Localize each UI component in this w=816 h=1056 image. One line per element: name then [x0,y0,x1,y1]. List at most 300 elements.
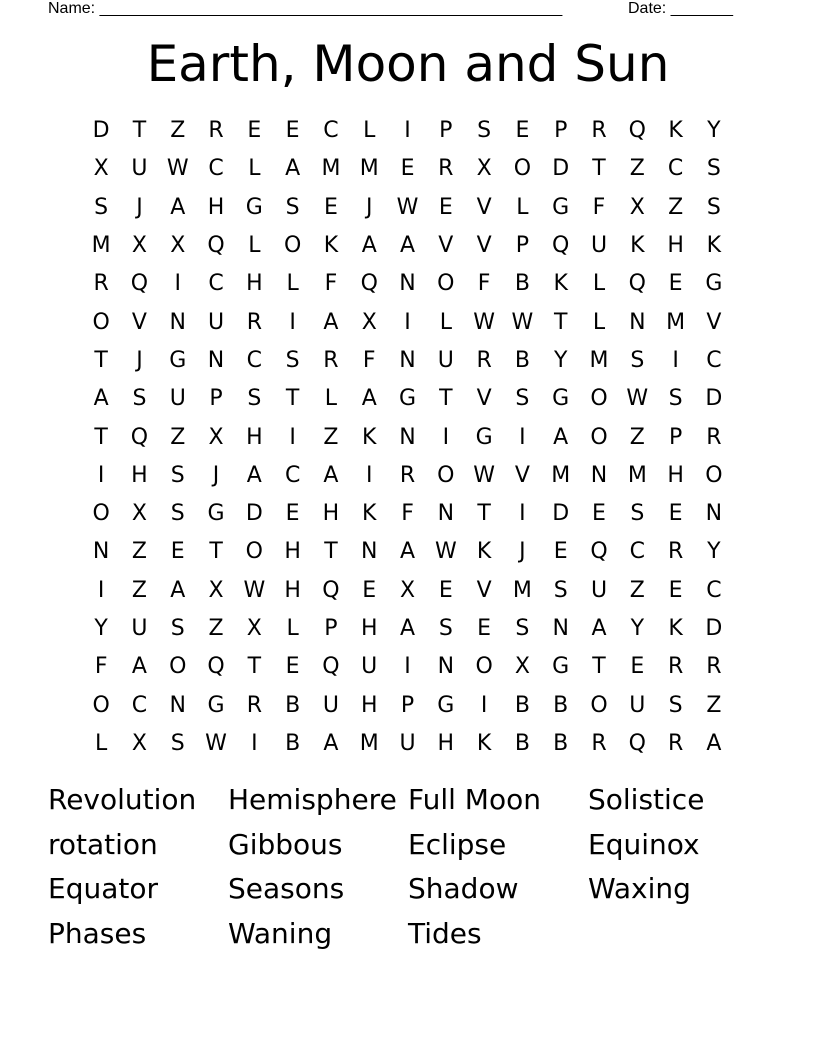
grid-letter[interactable]: W [205,730,227,756]
grid-letter[interactable]: Q [130,424,149,450]
grid-letter[interactable]: G [398,386,417,412]
grid-letter[interactable]: X [361,309,377,335]
grid-letter[interactable]: J [136,194,143,220]
grid-letter[interactable]: W [473,462,495,488]
grid-letter[interactable]: V [514,462,530,488]
grid-letter[interactable]: E [285,501,300,527]
grid-letter[interactable]: R [706,654,722,680]
grid-letter[interactable]: S [132,386,147,412]
grid-letter[interactable]: H [667,233,684,259]
grid-letter[interactable]: K [476,539,492,565]
grid-letter[interactable]: F [401,501,414,527]
grid-letter[interactable]: K [630,233,645,259]
grid-letter[interactable]: S [94,194,109,220]
grid-letter[interactable]: U [361,654,378,680]
grid-letter[interactable]: M [359,156,379,182]
grid-letter[interactable]: E [285,654,300,680]
grid-letter[interactable]: A [323,462,339,488]
grid-letter[interactable]: R [667,539,684,565]
grid-letter[interactable]: M [666,309,686,335]
grid-letter[interactable]: R [246,309,262,335]
grid-letter[interactable]: S [668,386,683,412]
grid-letter[interactable]: S [515,616,530,641]
grid-letter[interactable]: D [705,616,723,641]
grid-letter[interactable]: N [437,501,455,527]
word-list-item: Hemisphere [228,783,397,816]
grid-letter[interactable]: N [169,309,186,335]
grid-row [82,648,733,686]
grid-letter[interactable]: C [323,118,339,144]
grid-letter[interactable]: C [629,539,645,565]
grid-letter[interactable]: T [94,424,108,450]
grid-letter[interactable]: A [285,156,301,182]
grid-letter[interactable]: U [131,156,148,182]
grid-letter[interactable]: Y [707,539,721,565]
grid-letter[interactable]: O [590,386,608,412]
name-field-label[interactable]: Name: ____________________________________________________ [48,0,563,17]
grid-letter[interactable]: A [246,462,262,488]
grid-letter[interactable]: X [131,730,147,756]
grid-letter[interactable]: G [169,347,187,373]
grid-letter[interactable]: C [246,347,263,373]
grid-letter[interactable]: G [475,424,493,450]
grid-letter[interactable]: I [365,462,373,488]
grid-letter[interactable]: Q [207,233,225,259]
grid-letter[interactable]: O [590,424,608,450]
grid-letter[interactable]: Z [131,539,147,565]
grid-letter[interactable]: P [400,692,415,718]
grid-letter[interactable]: G [207,501,225,527]
date-field-label[interactable]: Date: _______ [628,0,733,17]
grid-letter[interactable]: O [92,692,110,718]
grid-letter[interactable]: C [284,462,301,488]
grid-letter[interactable]: N [169,692,186,718]
grid-letter[interactable]: E [515,118,530,144]
grid-letter[interactable]: I [480,692,488,718]
grid-letter[interactable]: B [285,692,301,718]
grid-letter[interactable]: E [668,501,683,527]
grid-letter[interactable]: X [629,194,645,220]
grid-letter[interactable]: H [667,462,684,488]
grid-letter[interactable]: F [324,271,338,297]
grid-letter[interactable]: S [285,347,300,373]
grid-letter[interactable]: I [289,424,296,450]
grid-letter[interactable]: G [207,692,225,718]
grid-letter[interactable]: U [322,692,339,718]
grid-letter[interactable]: Z [629,156,645,182]
grid-letter[interactable]: S [553,577,568,603]
grid-letter[interactable]: I [442,424,450,450]
grid-letter[interactable]: S [170,501,185,527]
grid-letter[interactable]: Q [207,654,225,680]
grid-letter[interactable]: H [360,616,378,641]
grid-letter[interactable]: C [131,692,148,718]
grid-letter[interactable]: R [706,424,722,450]
grid-letter[interactable]: X [93,156,109,182]
grid-letter[interactable]: N [360,539,378,565]
grid-letter[interactable]: H [246,424,263,450]
grid-letter[interactable]: S [477,118,492,144]
grid-letter[interactable]: W [243,577,266,603]
grid-letter[interactable]: S [706,156,721,182]
grid-letter[interactable]: Q [590,539,608,565]
grid-letter[interactable]: O [705,462,723,488]
grid-letter[interactable]: D [92,118,110,144]
grid-letter[interactable]: I [289,309,296,335]
grid-letter[interactable]: R [399,462,416,488]
grid-letter[interactable]: T [209,539,223,565]
grid-letter[interactable]: I [251,730,258,756]
grid-letter[interactable]: Q [322,577,340,603]
grid-letter[interactable]: K [706,233,722,259]
grid-letter[interactable]: S [630,501,645,527]
grid-letter[interactable]: Q [628,118,646,144]
grid-letter[interactable]: L [248,156,261,182]
grid-letter[interactable]: S [668,692,683,718]
grid-letter[interactable]: R [591,118,607,144]
grid-letter[interactable]: X [208,424,224,450]
grid-letter[interactable]: A [361,386,377,412]
grid-letter[interactable]: R [208,118,224,144]
grid-letter[interactable]: H [322,501,340,527]
grid-letter[interactable]: G [552,654,570,680]
grid-letter[interactable]: S [706,194,721,220]
grid-letter[interactable]: I [404,309,411,335]
grid-letter[interactable]: D [552,156,570,182]
grid-letter[interactable]: V [706,309,722,335]
grid-letter[interactable]: T [285,386,300,412]
grid-letter[interactable]: V [476,386,492,412]
grid-letter[interactable]: E [477,616,492,641]
grid-letter[interactable]: T [592,156,606,182]
grid-letter[interactable]: D [552,501,570,527]
grid-letter[interactable]: B [514,692,530,718]
grid-letter[interactable]: H [246,271,263,297]
grid-letter[interactable]: E [668,577,683,603]
grid-letter[interactable]: L [363,118,376,144]
grid-letter[interactable]: X [246,616,262,641]
grid-letter[interactable]: M [512,577,532,603]
grid-letter[interactable]: N [399,347,416,373]
grid-letter[interactable]: A [170,577,186,603]
grid-letter[interactable]: R [323,347,339,373]
grid-letter[interactable]: F [592,194,606,220]
grid-letter[interactable]: N [629,309,646,335]
grid-letter[interactable]: E [170,539,185,565]
grid-letter[interactable]: I [672,347,679,373]
grid-letter[interactable]: U [399,730,416,756]
grid-letter[interactable]: B [553,692,569,718]
grid-letter[interactable]: N [399,271,416,297]
grid-letter[interactable]: H [284,539,301,565]
grid-letter[interactable]: X [476,156,492,182]
grid-letter[interactable]: P [324,616,338,641]
grid-letter[interactable]: V [438,233,454,259]
grid-letter[interactable]: V [131,309,147,335]
grid-letter[interactable]: H [207,194,225,220]
grid-letter[interactable]: J [212,462,220,488]
grid-letter[interactable]: N [92,539,110,565]
grid-letter[interactable]: G [705,271,723,297]
header [48,0,748,20]
grid-row [82,457,733,495]
grid-letter[interactable]: T [592,654,606,680]
grid-letter[interactable]: E [668,271,683,297]
grid-letter[interactable]: B [514,271,530,297]
grid-letter[interactable]: A [706,730,722,756]
grid-letter[interactable]: S [170,462,185,488]
grid-letter[interactable]: O [283,233,302,259]
grid-letter[interactable]: R [667,730,684,756]
grid-letter[interactable]: W [166,156,189,182]
grid-letter[interactable]: R [476,347,492,373]
grid-letter[interactable]: U [437,347,454,373]
grid-letter[interactable]: G [245,194,263,220]
grid-letter[interactable]: D [705,386,723,412]
grid-letter[interactable]: K [476,730,492,756]
grid-letter[interactable]: Z [629,424,645,450]
grid-letter[interactable]: A [170,194,186,220]
grid-letter[interactable]: U [207,309,225,335]
grid-letter[interactable]: W [626,386,649,412]
grid-letter[interactable]: E [630,654,645,680]
grid-letter[interactable]: Q [628,730,646,756]
grid-letter[interactable]: A [399,539,416,565]
grid-letter[interactable]: E [400,156,415,182]
grid-letter[interactable]: J [136,347,143,373]
grid-letter[interactable]: E [323,194,338,220]
grid-letter[interactable]: O [437,271,455,297]
grid-letter[interactable]: K [553,271,568,297]
grid-letter[interactable]: L [248,233,261,259]
grid-letter[interactable]: K [668,118,683,144]
grid-letter[interactable]: Z [131,577,147,603]
grid-letter[interactable]: M [589,347,609,373]
grid-letter[interactable]: G [437,692,455,718]
grid-letter[interactable]: L [95,730,108,756]
grid-letter[interactable]: N [437,654,455,680]
grid-letter[interactable]: J [365,194,373,220]
grid-letter[interactable]: I [404,118,411,144]
grid-letter[interactable]: P [554,118,568,144]
grid-letter[interactable]: H [437,730,455,756]
grid-letter[interactable]: Q [360,271,378,297]
grid-letter[interactable]: L [286,616,299,641]
grid-letter[interactable]: I [174,271,181,297]
grid-letter[interactable]: I [404,654,411,680]
grid-letter[interactable]: P [209,386,223,412]
grid-letter[interactable]: C [208,156,224,182]
word-list-item: Phases [48,916,147,950]
grid-letter[interactable]: Z [668,194,684,220]
grid-letter[interactable]: I [97,577,105,603]
grid-letter[interactable]: H [131,462,148,488]
grid-letter[interactable]: A [361,233,377,259]
grid-letter[interactable]: M [359,730,379,756]
grid-letter[interactable]: R [246,692,262,718]
grid-letter[interactable]: T [439,386,453,412]
grid-letter[interactable]: V [476,233,492,259]
grid-letter[interactable]: E [285,118,300,144]
grid-letter[interactable]: W [473,309,495,335]
grid-letter[interactable]: B [553,730,569,756]
grid-letter[interactable]: O [513,156,532,182]
grid-letter[interactable]: A [323,309,339,335]
grid-letter[interactable]: T [94,347,108,373]
grid-letter[interactable]: C [667,156,684,182]
grid-letter[interactable]: F [94,654,108,680]
grid-letter[interactable]: X [131,233,147,259]
grid-letter[interactable]: K [362,424,377,450]
grid-letter[interactable]: Z [706,692,722,718]
grid-letter[interactable]: A [591,616,607,641]
grid-letter[interactable]: W [511,309,534,335]
grid-letter[interactable]: V [476,194,492,220]
grid-letter[interactable]: Q [130,271,149,297]
grid-letter[interactable]: M [551,462,571,488]
grid-letter[interactable]: R [438,156,454,182]
grid-letter[interactable]: A [323,730,339,756]
grid-letter[interactable]: O [245,539,263,565]
grid-letter[interactable]: F [362,347,376,373]
grid-letter[interactable]: P [439,118,453,144]
grid-letter[interactable]: N [705,501,723,527]
grid-letter[interactable]: M [91,233,111,259]
grid-letter[interactable]: S [170,616,185,641]
grid-letter[interactable]: R [591,730,607,756]
grid-letter[interactable]: I [97,462,105,488]
grid-letter[interactable]: L [439,309,452,335]
grid-letter[interactable]: Z [170,118,186,144]
grid-letter[interactable]: L [516,194,529,220]
grid-letter[interactable]: H [284,577,301,603]
grid-letter[interactable]: T [247,654,262,680]
word-list-item: Full Moon [408,783,541,816]
grid-letter[interactable]: Q [628,271,646,297]
word-list-item: Shadow [408,872,519,905]
grid-letter[interactable]: N [552,616,569,641]
grid-letter[interactable]: Y [553,347,568,373]
grid-letter[interactable]: S [630,347,645,373]
grid-letter[interactable]: W [396,194,419,220]
grid-letter[interactable]: Y [94,616,108,641]
grid-letter[interactable]: T [132,118,147,144]
grid-letter[interactable]: I [519,424,526,450]
grid-letter[interactable]: A [399,616,416,641]
grid-letter[interactable]: E [438,577,453,603]
grid-letter[interactable]: C [706,577,722,603]
grid-letter[interactable]: N [590,462,608,488]
grid-letter[interactable]: U [590,577,608,603]
grid-letter[interactable]: G [552,194,570,220]
grid-letter[interactable]: L [324,386,338,412]
grid-letter[interactable]: J [519,539,526,565]
grid-letter[interactable]: Z [170,424,186,450]
grid-row [82,189,733,227]
grid-letter[interactable]: B [285,730,301,756]
grid-letter[interactable]: R [93,271,109,297]
grid-letter[interactable]: N [399,424,416,450]
grid-letter[interactable]: U [629,692,646,718]
grid-letter[interactable]: B [514,730,530,756]
grid-letter[interactable]: K [668,616,683,641]
grid-letter[interactable]: V [476,577,492,603]
grid-letter[interactable]: R [667,654,684,680]
grid-letter[interactable]: T [324,539,338,565]
grid-letter[interactable]: A [553,424,569,450]
grid-letter[interactable]: M [321,156,341,182]
grid-letter[interactable]: X [514,654,530,680]
grid-letter[interactable]: W [434,539,457,565]
grid-letter[interactable]: T [477,501,491,527]
grid-letter[interactable]: P [515,233,530,259]
grid-letter[interactable]: X [208,577,224,603]
grid-letter[interactable]: U [131,616,148,641]
grid-letter[interactable]: P [668,424,683,450]
grid-letter[interactable]: Z [629,577,645,603]
grid-letter[interactable]: X [170,233,186,259]
grid-letter[interactable]: D [245,501,263,527]
grid-letter[interactable]: Y [630,616,645,641]
grid-letter[interactable]: S [247,386,262,412]
grid-letter[interactable]: I [519,501,526,527]
grid-letter[interactable]: O [92,309,110,335]
grid-letter[interactable]: Z [323,424,339,450]
grid-letter[interactable]: G [552,386,570,412]
grid-letter[interactable]: S [285,194,300,220]
grid-letter[interactable]: O [590,692,608,718]
grid-letter[interactable]: A [131,654,147,680]
grid-letter[interactable]: U [590,233,608,259]
grid-letter[interactable]: K [323,233,339,259]
grid-letter[interactable]: F [477,271,491,297]
grid-letter[interactable]: Z [208,616,224,641]
grid-letter[interactable]: X [131,501,147,527]
grid-letter[interactable]: Y [707,118,721,144]
grid-letter[interactable]: X [399,577,416,603]
grid-letter[interactable]: S [438,616,453,641]
grid-letter[interactable]: C [208,271,224,297]
grid-letter[interactable]: O [169,654,187,680]
grid-letter[interactable]: Q [552,233,570,259]
grid-letter[interactable]: O [92,501,110,527]
grid-letter[interactable]: L [286,271,299,297]
grid-letter[interactable]: T [553,309,568,335]
grid-letter[interactable]: O [475,654,493,680]
grid-letter[interactable]: L [592,309,606,335]
grid-letter[interactable]: C [706,347,722,373]
grid-letter[interactable]: S [170,730,185,756]
grid-letter[interactable]: S [515,386,530,412]
grid-letter[interactable]: E [592,501,606,527]
grid-row [82,686,733,724]
grid-letter[interactable]: E [247,118,262,144]
grid-letter[interactable]: Q [322,654,340,680]
grid-letter[interactable]: M [627,462,647,488]
grid-letter[interactable]: O [437,462,455,488]
grid-letter[interactable]: E [438,194,453,220]
grid-letter[interactable]: E [362,577,377,603]
grid-letter[interactable]: B [514,347,530,373]
grid-letter[interactable]: A [93,386,109,412]
grid-letter[interactable]: H [360,692,378,718]
grid-letter[interactable]: K [362,501,377,527]
grid-letter[interactable]: U [169,386,186,412]
grid-letter[interactable]: A [399,233,416,259]
grid-letter[interactable]: L [592,271,606,297]
grid-letter[interactable]: E [553,539,568,565]
grid-letter[interactable]: N [207,347,225,373]
